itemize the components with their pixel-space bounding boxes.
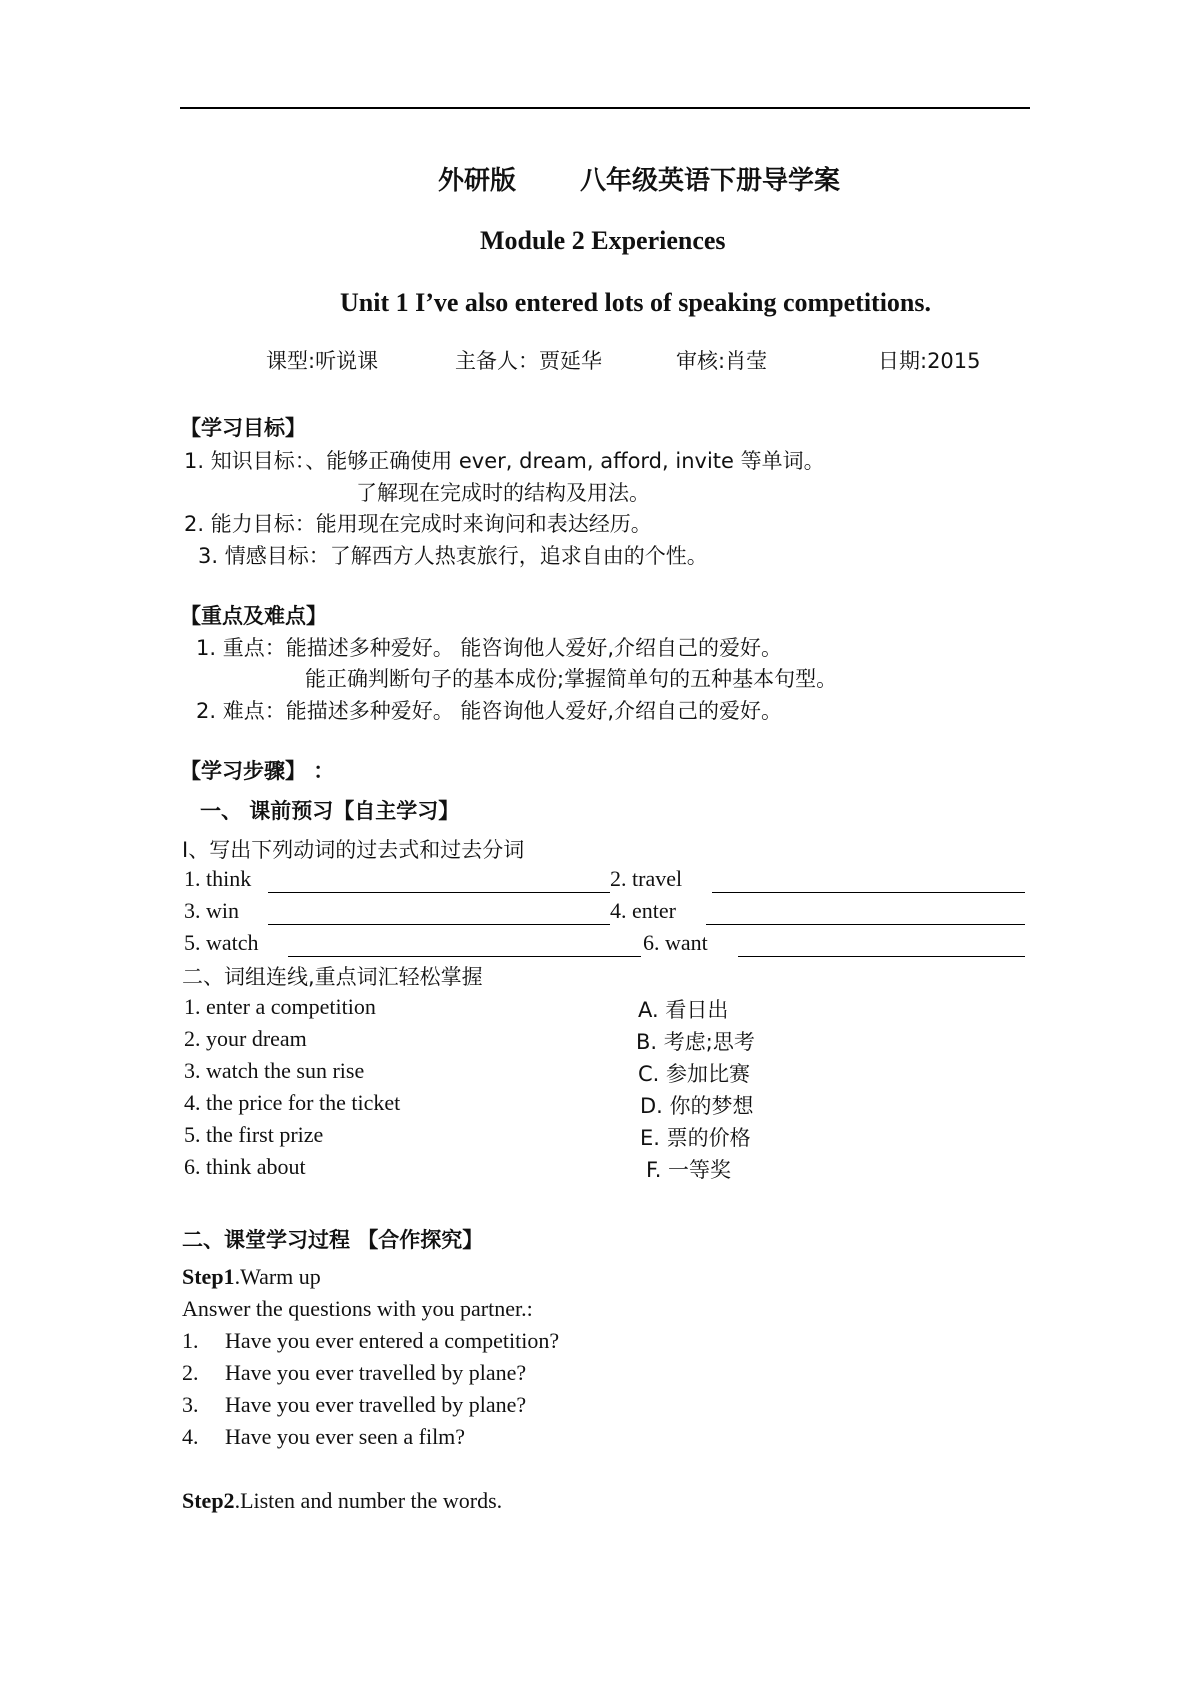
step2-label: Step2 [182,1488,235,1513]
keypoints-heading: 【重点及难点】 [180,604,327,628]
preparer: 主备人：贾延华 [455,349,602,373]
lesson-type: 课型:听说课 [266,349,379,373]
answer-blank[interactable] [268,924,610,925]
question: Have you ever entered a competition? [225,1328,560,1353]
classroom-heading: 二、课堂学习过程 【合作探究】 [182,1228,484,1252]
step1-line [182,1264,321,1290]
phrase-en: 4. the price for the ticket [184,1090,401,1115]
module-title: Module 2 Experiences [480,226,726,255]
header-rule [180,107,1030,109]
verb-label: 5. watch [184,930,259,955]
verb-label: 2. travel [610,866,683,891]
objective-item: 了解现在完成时的结构及用法。 [356,481,650,505]
question-number: 3. [182,1392,199,1417]
step1-label: Step1 [182,1264,235,1289]
keypoint-item: 能正确判断句子的基本成份;掌握简单句的五种基本句型。 [305,667,838,691]
phrase-cn: A. 看日出 [638,998,729,1022]
objective-item: 3. 情感目标：了解西方人热衷旅行，追求自由的个性。 [198,544,708,568]
verb-label: 6. want [643,930,708,955]
question-number: 1. [182,1328,199,1353]
answer-blank[interactable] [268,892,610,893]
phrase-cn: D. 你的梦想 [640,1094,754,1118]
step1-text: .Warm up [234,1264,321,1289]
question: Have you ever travelled by plane? [225,1392,527,1417]
question-number: 2. [182,1360,199,1385]
step2-line [182,1488,502,1514]
exercise1-title: I、写出下列动词的过去式和过去分词 [182,838,525,862]
title-book: 八年级英语下册导学案 [580,166,841,196]
phrase-cn: C. 参加比赛 [638,1062,751,1086]
exercise2-title: 二、词组连线,重点词汇轻松掌握 [182,965,483,989]
instruction: Answer the questions with you partner.: [182,1296,533,1321]
phrase-cn: B. 考虑;思考 [636,1030,755,1054]
phrase-en: 2. your dream [184,1026,307,1051]
phrase-en: 5. the first prize [184,1122,324,1147]
phrase-en: 1. enter a competition [184,994,376,1019]
question: Have you ever travelled by plane? [225,1360,527,1385]
keypoint-item: 2. 难点：能描述多种爱好。 能咨询他人爱好,介绍自己的爱好。 [196,699,783,723]
question-number: 4. [182,1424,199,1449]
unit-title: Unit 1 I’ve also entered lots of speaking competitions. [340,288,932,317]
phrase-cn: F. 一等奖 [646,1158,732,1182]
title-publisher: 外研版 [438,166,517,196]
step2-text: .Listen and number the words. [234,1488,503,1513]
verb-label: 4. enter [610,898,676,923]
objectives-heading: 【学习目标】 [180,416,306,440]
section-preview: 一、 课前预习【自主学习】 [200,799,460,823]
date: 日期:2015 [878,349,981,373]
reviewer: 审核:肖莹 [676,349,768,373]
answer-blank[interactable] [288,956,641,957]
objective-item: 1. 知识目标：、能够正确使用 ever, dream, afford, invite 等单词。 [184,449,825,473]
objective-item: 2. 能力目标：能用现在完成时来询问和表达经历。 [184,512,652,536]
question: Have you ever seen a film? [225,1424,466,1449]
phrase-cn: E. 票的价格 [640,1126,751,1150]
verb-label: 1. think [184,866,252,891]
answer-blank[interactable] [738,956,1025,957]
steps-heading: 【学习步骤】 ： [180,759,335,783]
answer-blank[interactable] [706,924,1025,925]
answer-blank[interactable] [712,892,1025,893]
keypoint-item: 1. 重点：能描述多种爱好。 能咨询他人爱好,介绍自己的爱好。 [196,636,783,660]
verb-label: 3. win [184,898,239,923]
phrase-en: 3. watch the sun rise [184,1058,365,1083]
phrase-en: 6. think about [184,1154,306,1179]
